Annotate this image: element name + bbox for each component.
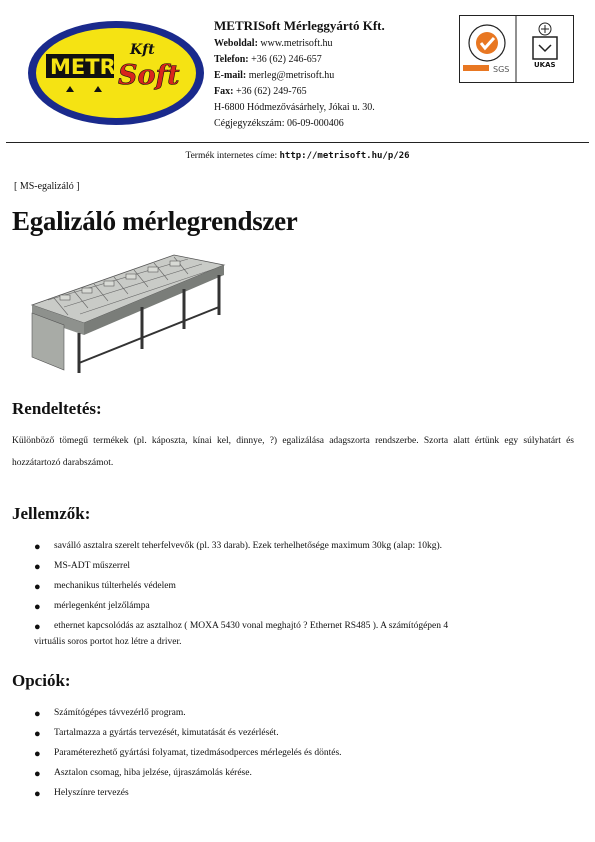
features-list <box>28 540 588 656</box>
email-label: E-mail: <box>214 70 247 81</box>
list-item: ● Helyszínre tervezés <box>34 788 129 800</box>
bullet-icon: ● <box>34 621 41 633</box>
section-purpose-text: Különböző tömegű termékek (pl. káposzta, kínai kel, dinnye, ?) egalizálása adagszorta rendszerbe. Szorta alatt értünk egy súlyhatárt és hozzátartozó darabszámot. <box>12 436 574 468</box>
url-label: Termék internetes címe: <box>185 151 278 161</box>
phone-label: Telefon: <box>214 54 249 65</box>
ukas-text: UKAS <box>534 61 556 69</box>
list-item: ● Számítógépes távvezérlő program. <box>34 708 186 720</box>
list-item: ● saválló asztalra szerelt teherfelvevők (pl. 33 darab). Ezek terhelhetősége maximum 30kg (alap: 10kg). <box>34 541 443 553</box>
list-item: ● mérlegenként jelzőlámpa <box>34 601 150 613</box>
company-registry: Cégjegyzékszám: 06-09-000406 <box>214 118 344 129</box>
section-features-heading: Jellemzők: <box>12 504 91 523</box>
list-item: ● MS-ADT műszerrel <box>34 561 131 573</box>
fax-label: Fax: <box>214 86 234 97</box>
list-item: ● Asztalon csomag, hiba jelzése, újraszámolás kérése. <box>34 768 252 780</box>
bullet-icon: ● <box>34 581 41 593</box>
sgs-text: SGS <box>493 65 510 74</box>
product-photo <box>24 245 229 377</box>
page-title: Egalizáló mérlegrendszer <box>12 206 298 236</box>
list-item: ● ethernet kapcsolódás az asztalhoz ( MOXA 5430 vonal meghajtó ? Ethernet RS485 ). A számítógépen 4 virtuális soros portot hoz létre a driver. <box>28 620 588 649</box>
bullet-icon: ● <box>34 768 41 780</box>
contact-address: H-6800 Hódmezővásárhely, Jókai u. 30. <box>214 102 375 113</box>
company-name: METRISoft Mérleggyártó Kft. <box>214 18 385 33</box>
header-divider <box>6 142 589 143</box>
bullet-icon: ● <box>34 561 41 573</box>
list-item: ● Tartalmazza a gyártás tervezését, kimutatását és vezérlését. <box>34 728 279 740</box>
logo-metri-text: METRI <box>50 55 124 79</box>
section-purpose-heading: Rendeltetés: <box>12 399 102 418</box>
fax-value: +36 (62) 249-765 <box>235 86 307 97</box>
bullet-icon: ● <box>34 541 41 553</box>
product-url-line <box>0 151 595 161</box>
bullet-icon: ● <box>34 601 41 613</box>
list-item: ● mechanikus túlterhelés védelem <box>34 581 176 593</box>
web-value[interactable]: www.metrisoft.hu <box>260 38 333 49</box>
product-code: [ MS-egalizáló ] <box>14 181 80 192</box>
logo-soft-text: Soft <box>118 60 180 91</box>
phone-value: +36 (62) 246-657 <box>251 54 322 65</box>
metrisoft-logo <box>26 18 206 128</box>
bullet-icon: ● <box>34 728 41 740</box>
bullet-icon: ● <box>34 788 41 800</box>
contact-email <box>214 68 334 84</box>
contact-phone <box>214 52 322 68</box>
options-list <box>28 707 588 807</box>
bullet-icon: ● <box>34 708 41 720</box>
contact-web <box>214 36 333 52</box>
email-value[interactable]: merleg@metrisoft.hu <box>248 70 335 81</box>
list-item-continuation: virtuális soros portot hoz létre a driver. <box>34 637 182 647</box>
product-url-link[interactable]: http://metrisoft.hu/p/26 <box>279 151 410 161</box>
web-label: Weboldal: <box>214 38 258 49</box>
list-item: ● Paraméterezhető gyártási folyamat, tizedmásodperces mérlegelés és döntés. <box>34 748 342 760</box>
contact-fax <box>214 84 307 100</box>
logo-kft-text: Kft <box>130 42 155 58</box>
section-options-heading: Opciók: <box>12 671 71 690</box>
bullet-icon: ● <box>34 748 41 760</box>
certification-logos <box>459 15 574 83</box>
